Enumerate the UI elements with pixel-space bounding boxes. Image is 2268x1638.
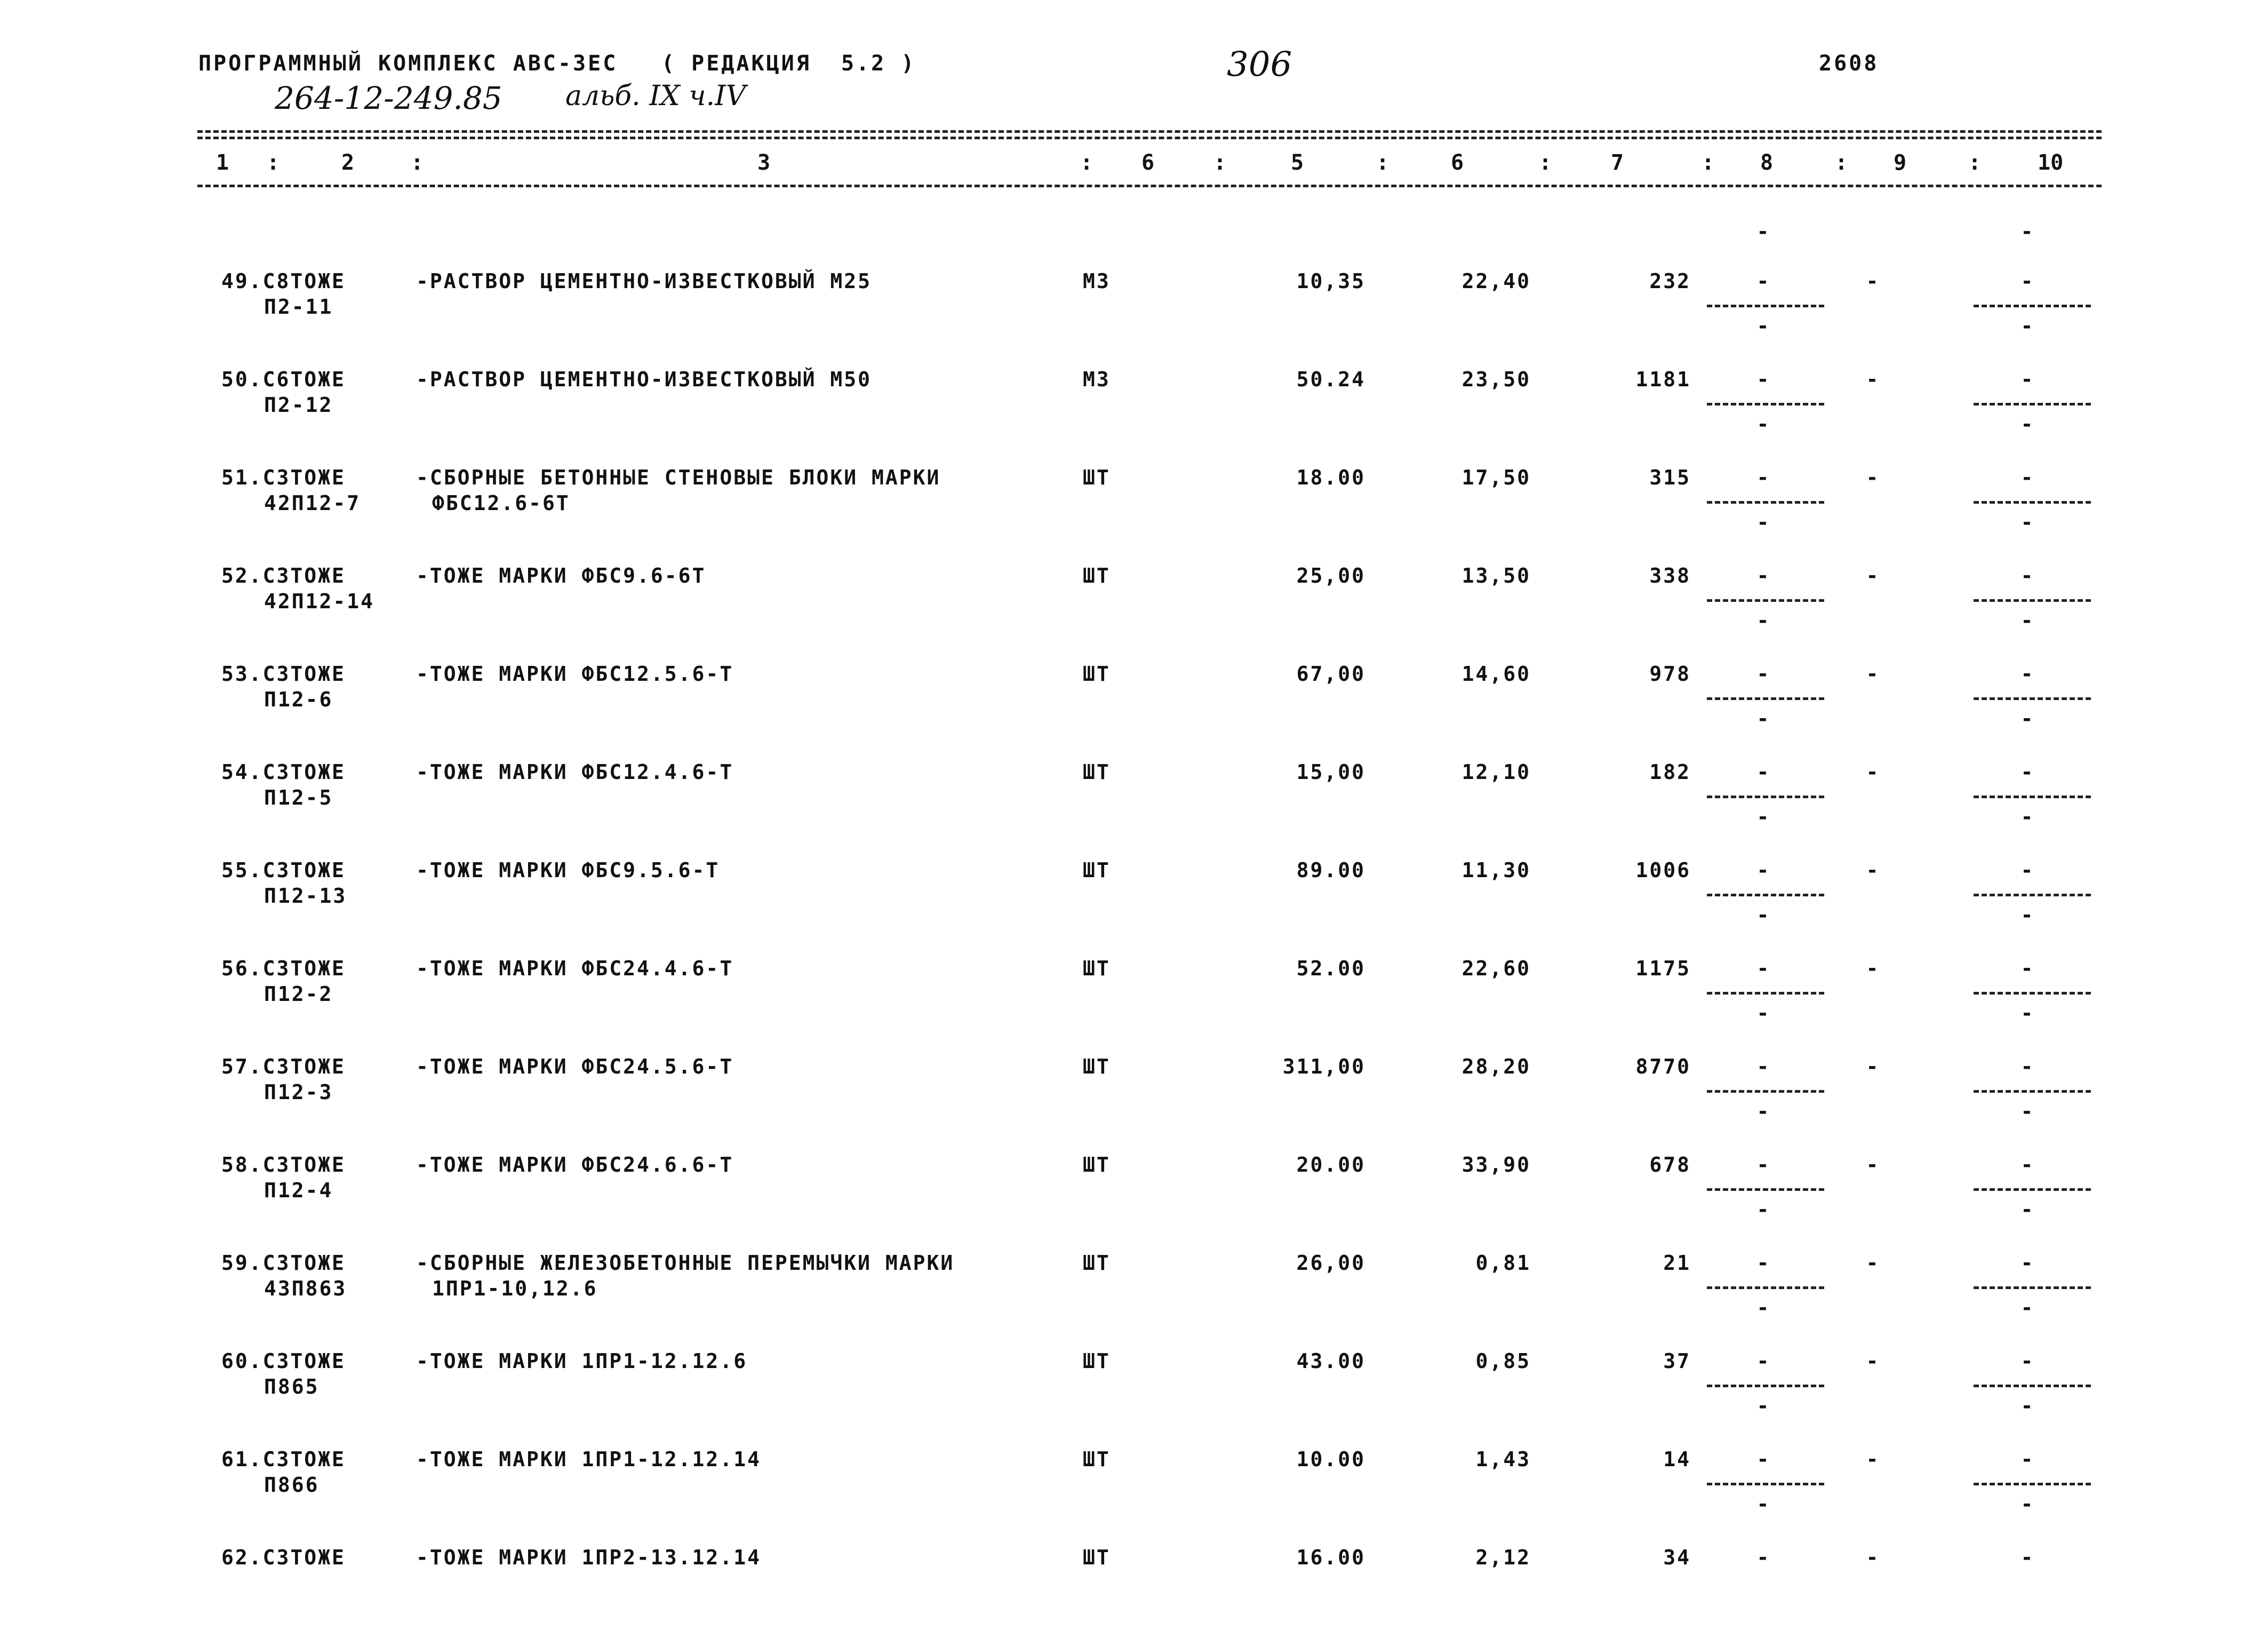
col8-fraction-bottom: - xyxy=(1756,412,1769,436)
row-unit: ШТ xyxy=(1083,957,1111,980)
row-number: 52.С3ТОЖЕ xyxy=(221,564,346,587)
row-code: П12-3 xyxy=(264,1080,333,1104)
col8-fraction-line xyxy=(1707,796,1824,798)
row-unit: ШТ xyxy=(1083,1448,1111,1471)
row-col8: - xyxy=(1756,1055,1769,1078)
row-quantity: 15,00 xyxy=(1296,760,1365,784)
row-number: 60.С3ТОЖЕ xyxy=(221,1349,346,1373)
column-separator: : xyxy=(1213,150,1227,175)
header-rule-top xyxy=(197,130,2102,133)
col8-fraction-bottom: - xyxy=(1756,314,1769,338)
column-header: 2 xyxy=(341,150,355,175)
col8-fraction-bottom: - xyxy=(1756,903,1769,927)
row-col8: - xyxy=(1756,564,1769,587)
row-description: -ТОЖЕ МАРКИ ФБС12.4.6-Т xyxy=(416,760,734,784)
row-description: -СБОРНЫЕ БЕТОННЫЕ СТЕНОВЫЕ БЛОКИ МАРКИ xyxy=(416,466,941,489)
row-description: -РАСТВОР ЦЕМЕНТНО-ИЗВЕСТКОВЫЙ М25 xyxy=(416,269,872,293)
row-code: П12-2 xyxy=(264,982,333,1006)
row-quantity: 50.24 xyxy=(1296,368,1365,391)
row-col10: - xyxy=(2021,1055,2033,1078)
handwritten-ref: 264-12-249.85 xyxy=(275,80,502,116)
col8-fraction-line xyxy=(1707,305,1824,307)
col8-fraction-bottom: - xyxy=(1756,1198,1769,1221)
row-price: 0,81 xyxy=(1475,1251,1531,1275)
col10-fraction-bottom: - xyxy=(2021,1492,2033,1516)
row-col10: - xyxy=(2021,662,2033,686)
row-quantity: 18.00 xyxy=(1296,466,1365,489)
row-col9: - xyxy=(1866,662,1879,686)
col10-fraction-line xyxy=(1974,1385,2091,1387)
row-description: -ТОЖЕ МАРКИ ФБС12.5.6-Т xyxy=(416,662,734,686)
row-description: -СБОРНЫЕ ЖЕЛЕЗОБЕТОННЫЕ ПЕРЕМЫЧКИ МАРКИ xyxy=(416,1251,955,1275)
program-title: ПРОГРАММНЫЙ КОМПЛЕКС АВС-ЗЕС xyxy=(198,51,618,76)
column-separator: : xyxy=(1835,150,1848,175)
row-code: П865 xyxy=(264,1375,320,1398)
col8-fraction-bottom: - xyxy=(1756,511,1769,534)
column-header: 6 xyxy=(1141,150,1155,175)
row-total: 14 xyxy=(1663,1448,1691,1471)
col10-fraction-bottom: - xyxy=(2021,1296,2033,1319)
row-description: -ТОЖЕ МАРКИ ФБС24.5.6-Т xyxy=(416,1055,734,1078)
col8-top-dash: - xyxy=(1756,220,1769,243)
row-total: 1181 xyxy=(1635,368,1691,391)
row-quantity: 43.00 xyxy=(1296,1349,1365,1373)
row-price: 28,20 xyxy=(1462,1055,1531,1078)
row-price: 22,60 xyxy=(1462,957,1531,980)
row-number: 56.С3ТОЖЕ xyxy=(221,957,346,980)
row-price: 0,85 xyxy=(1475,1349,1531,1373)
row-number: 58.С3ТОЖЕ xyxy=(221,1153,346,1176)
row-col8: - xyxy=(1756,1546,1769,1569)
row-col9: - xyxy=(1866,564,1879,587)
row-quantity: 16.00 xyxy=(1296,1546,1365,1569)
row-unit: ШТ xyxy=(1083,1546,1111,1569)
col8-fraction-bottom: - xyxy=(1756,1394,1769,1418)
col8-fraction-bottom: - xyxy=(1756,1001,1769,1025)
row-col10: - xyxy=(2021,1153,2033,1176)
col10-fraction-bottom: - xyxy=(2021,1001,2033,1025)
col10-fraction-line xyxy=(1974,796,2091,798)
row-col9: - xyxy=(1866,957,1879,980)
row-col10: - xyxy=(2021,466,2033,489)
row-col10: - xyxy=(2021,858,2033,882)
row-col8: - xyxy=(1756,1448,1769,1471)
row-col8: - xyxy=(1756,760,1769,784)
col8-fraction-bottom: - xyxy=(1756,1492,1769,1516)
row-col9: - xyxy=(1866,1055,1879,1078)
row-quantity: 10.00 xyxy=(1296,1448,1365,1471)
row-code: П866 xyxy=(264,1473,320,1497)
row-total: 1006 xyxy=(1635,858,1691,882)
row-quantity: 25,00 xyxy=(1296,564,1365,587)
column-separator: : xyxy=(1376,150,1389,175)
row-code: П12-5 xyxy=(264,786,333,809)
col10-fraction-bottom: - xyxy=(2021,314,2033,338)
row-col10: - xyxy=(2021,760,2033,784)
row-col8: - xyxy=(1756,858,1769,882)
row-price: 33,90 xyxy=(1462,1153,1531,1176)
row-col8: - xyxy=(1756,466,1769,489)
col8-fraction-line xyxy=(1707,1188,1824,1191)
column-header: 10 xyxy=(2038,150,2064,175)
col10-fraction-bottom: - xyxy=(2021,805,2033,829)
row-col10: - xyxy=(2021,1251,2033,1275)
col8-fraction-bottom: - xyxy=(1756,1100,1769,1123)
row-col9: - xyxy=(1866,269,1879,293)
col8-fraction-bottom: - xyxy=(1756,609,1769,632)
col10-fraction-bottom: - xyxy=(2021,1394,2033,1418)
row-col8: - xyxy=(1756,1349,1769,1373)
col10-fraction-line xyxy=(1974,305,2091,307)
col8-fraction-line xyxy=(1707,697,1824,700)
col8-fraction-line xyxy=(1707,599,1824,602)
row-code: П2-11 xyxy=(264,295,333,319)
column-header: 8 xyxy=(1760,150,1774,175)
row-number: 57.С3ТОЖЕ xyxy=(221,1055,346,1078)
row-col9: - xyxy=(1866,760,1879,784)
row-col10: - xyxy=(2021,1349,2033,1373)
row-unit: ШТ xyxy=(1083,760,1111,784)
row-price: 12,10 xyxy=(1462,760,1531,784)
col10-fraction-bottom: - xyxy=(2021,511,2033,534)
row-col9: - xyxy=(1866,1448,1879,1471)
col10-fraction-line xyxy=(1974,1483,2091,1485)
row-number: 51.С3ТОЖЕ xyxy=(221,466,346,489)
row-price: 23,50 xyxy=(1462,368,1531,391)
row-price: 14,60 xyxy=(1462,662,1531,686)
row-code: П12-13 xyxy=(264,884,347,908)
row-unit: ШТ xyxy=(1083,564,1111,587)
row-col9: - xyxy=(1866,1251,1879,1275)
row-quantity: 20.00 xyxy=(1296,1153,1365,1176)
col8-fraction-line xyxy=(1707,501,1824,504)
col10-fraction-line xyxy=(1974,992,2091,995)
row-col8: - xyxy=(1756,1153,1769,1176)
col8-fraction-line xyxy=(1707,1286,1824,1289)
row-col9: - xyxy=(1866,1349,1879,1373)
row-total: 34 xyxy=(1663,1546,1691,1569)
row-total: 978 xyxy=(1649,662,1691,686)
row-price: 1,43 xyxy=(1475,1448,1531,1471)
row-price: 22,40 xyxy=(1462,269,1531,293)
column-separator: : xyxy=(1539,150,1552,175)
handwritten-album: альб. IX ч.IV xyxy=(565,80,746,112)
row-total: 21 xyxy=(1663,1251,1691,1275)
row-col9: - xyxy=(1866,466,1879,489)
col10-fraction-bottom: - xyxy=(2021,707,2033,730)
row-col10: - xyxy=(2021,269,2033,293)
row-unit: ШТ xyxy=(1083,662,1111,686)
row-description: -ТОЖЕ МАРКИ 1ПР2-13.12.14 xyxy=(416,1546,761,1569)
row-col10: - xyxy=(2021,1448,2033,1471)
col10-fraction-bottom: - xyxy=(2021,412,2033,436)
row-number: 49.С8ТОЖЕ xyxy=(221,269,346,293)
col8-fraction-bottom: - xyxy=(1756,707,1769,730)
row-unit: ШТ xyxy=(1083,466,1111,489)
row-description: -ТОЖЕ МАРКИ 1ПР1-12.12.14 xyxy=(416,1448,761,1471)
row-description-line2: ФБС12.6-6Т xyxy=(432,491,570,515)
row-code: 42П12-7 xyxy=(264,491,361,515)
row-number: 59.С3ТОЖЕ xyxy=(221,1251,346,1275)
col10-fraction-bottom: - xyxy=(2021,903,2033,927)
row-col10: - xyxy=(2021,368,2033,391)
row-col9: - xyxy=(1866,1153,1879,1176)
row-quantity: 89.00 xyxy=(1296,858,1365,882)
row-description: -ТОЖЕ МАРКИ 1ПР1-12.12.6 xyxy=(416,1349,748,1373)
row-price: 17,50 xyxy=(1462,466,1531,489)
column-header: 6 xyxy=(1451,150,1464,175)
row-col8: - xyxy=(1756,1251,1769,1275)
col10-fraction-line xyxy=(1974,1188,2091,1191)
column-header: 1 xyxy=(216,150,229,175)
row-col9: - xyxy=(1866,858,1879,882)
row-total: 8770 xyxy=(1635,1055,1691,1078)
row-col9: - xyxy=(1866,1546,1879,1569)
col8-fraction-line xyxy=(1707,1483,1824,1485)
column-header: 9 xyxy=(1894,150,1907,175)
document-code: 2608 xyxy=(1819,51,1879,76)
row-col8: - xyxy=(1756,957,1769,980)
column-separator: : xyxy=(267,150,280,175)
col8-fraction-line xyxy=(1707,1385,1824,1387)
row-unit: ШТ xyxy=(1083,1251,1111,1275)
row-total: 678 xyxy=(1649,1153,1691,1176)
row-price: 13,50 xyxy=(1462,564,1531,587)
row-total: 315 xyxy=(1649,466,1691,489)
col8-fraction-line xyxy=(1707,992,1824,995)
row-total: 182 xyxy=(1649,760,1691,784)
row-total: 232 xyxy=(1649,269,1691,293)
col10-fraction-line xyxy=(1974,1090,2091,1093)
col10-fraction-bottom: - xyxy=(2021,1100,2033,1123)
row-number: 61.С3ТОЖЕ xyxy=(221,1448,346,1471)
col10-fraction-line xyxy=(1974,697,2091,700)
column-header: 3 xyxy=(757,150,771,175)
row-quantity: 52.00 xyxy=(1296,957,1365,980)
row-description: -ТОЖЕ МАРКИ ФБС24.6.6-Т xyxy=(416,1153,734,1176)
col10-fraction-line xyxy=(1974,894,2091,896)
row-unit: ШТ xyxy=(1083,1153,1111,1176)
row-quantity: 67,00 xyxy=(1296,662,1365,686)
column-separator: : xyxy=(1702,150,1715,175)
row-number: 55.С3ТОЖЕ xyxy=(221,858,346,882)
row-col10: - xyxy=(2021,564,2033,587)
row-code: 42П12-14 xyxy=(264,590,375,613)
col10-fraction-bottom: - xyxy=(2021,1198,2033,1221)
row-description: -ТОЖЕ МАРКИ ФБС9.6-6Т xyxy=(416,564,706,587)
row-unit: М3 xyxy=(1083,269,1111,293)
row-number: 50.С6ТОЖЕ xyxy=(221,368,346,391)
col10-fraction-line xyxy=(1974,599,2091,602)
column-separator: : xyxy=(1080,150,1093,175)
column-separator: : xyxy=(411,150,424,175)
col8-fraction-bottom: - xyxy=(1756,1296,1769,1319)
row-price: 11,30 xyxy=(1462,858,1531,882)
col8-fraction-line xyxy=(1707,403,1824,405)
col10-fraction-bottom: - xyxy=(2021,609,2033,632)
row-description: -РАСТВОР ЦЕМЕНТНО-ИЗВЕСТКОВЫЙ М50 xyxy=(416,368,872,391)
row-description: -ТОЖЕ МАРКИ ФБС24.4.6-Т xyxy=(416,957,734,980)
row-description-line2: 1ПР1-10,12.6 xyxy=(432,1277,598,1300)
row-quantity: 26,00 xyxy=(1296,1251,1365,1275)
page-number: 306 xyxy=(1227,45,1292,84)
row-unit: М3 xyxy=(1083,368,1111,391)
row-col8: - xyxy=(1756,269,1769,293)
row-description: -ТОЖЕ МАРКИ ФБС9.5.6-Т xyxy=(416,858,720,882)
row-number: 53.С3ТОЖЕ xyxy=(221,662,346,686)
row-quantity: 311,00 xyxy=(1282,1055,1365,1078)
row-price: 2,12 xyxy=(1475,1546,1531,1569)
row-code: П12-4 xyxy=(264,1179,333,1202)
row-col8: - xyxy=(1756,368,1769,391)
row-unit: ШТ xyxy=(1083,1349,1111,1373)
column-header: 7 xyxy=(1611,150,1624,175)
row-code: П12-6 xyxy=(264,688,333,711)
row-unit: ШТ xyxy=(1083,858,1111,882)
header-rule-mid xyxy=(197,137,2102,139)
row-col10: - xyxy=(2021,1546,2033,1569)
edition-label: ( РЕДАКЦИЯ 5.2 ) xyxy=(661,51,916,76)
row-col10: - xyxy=(2021,957,2033,980)
col10-fraction-line xyxy=(1974,403,2091,405)
column-separator: : xyxy=(1968,150,1982,175)
col10-fraction-line xyxy=(1974,501,2091,504)
row-code: 43П863 xyxy=(264,1277,347,1300)
row-col9: - xyxy=(1866,368,1879,391)
row-quantity: 10,35 xyxy=(1296,269,1365,293)
header-rule-bottom xyxy=(197,185,2102,187)
col8-fraction-line xyxy=(1707,894,1824,896)
row-code: П2-12 xyxy=(264,393,333,417)
row-col8: - xyxy=(1756,662,1769,686)
col8-fraction-line xyxy=(1707,1090,1824,1093)
row-unit: ШТ xyxy=(1083,1055,1111,1078)
row-total: 1175 xyxy=(1635,957,1691,980)
row-number: 54.С3ТОЖЕ xyxy=(221,760,346,784)
col8-fraction-bottom: - xyxy=(1756,805,1769,829)
col10-fraction-line xyxy=(1974,1286,2091,1289)
row-total: 37 xyxy=(1663,1349,1691,1373)
row-total: 338 xyxy=(1649,564,1691,587)
row-number: 62.С3ТОЖЕ xyxy=(221,1546,346,1569)
column-header: 5 xyxy=(1291,150,1304,175)
col10-top-dash: - xyxy=(2021,220,2033,243)
